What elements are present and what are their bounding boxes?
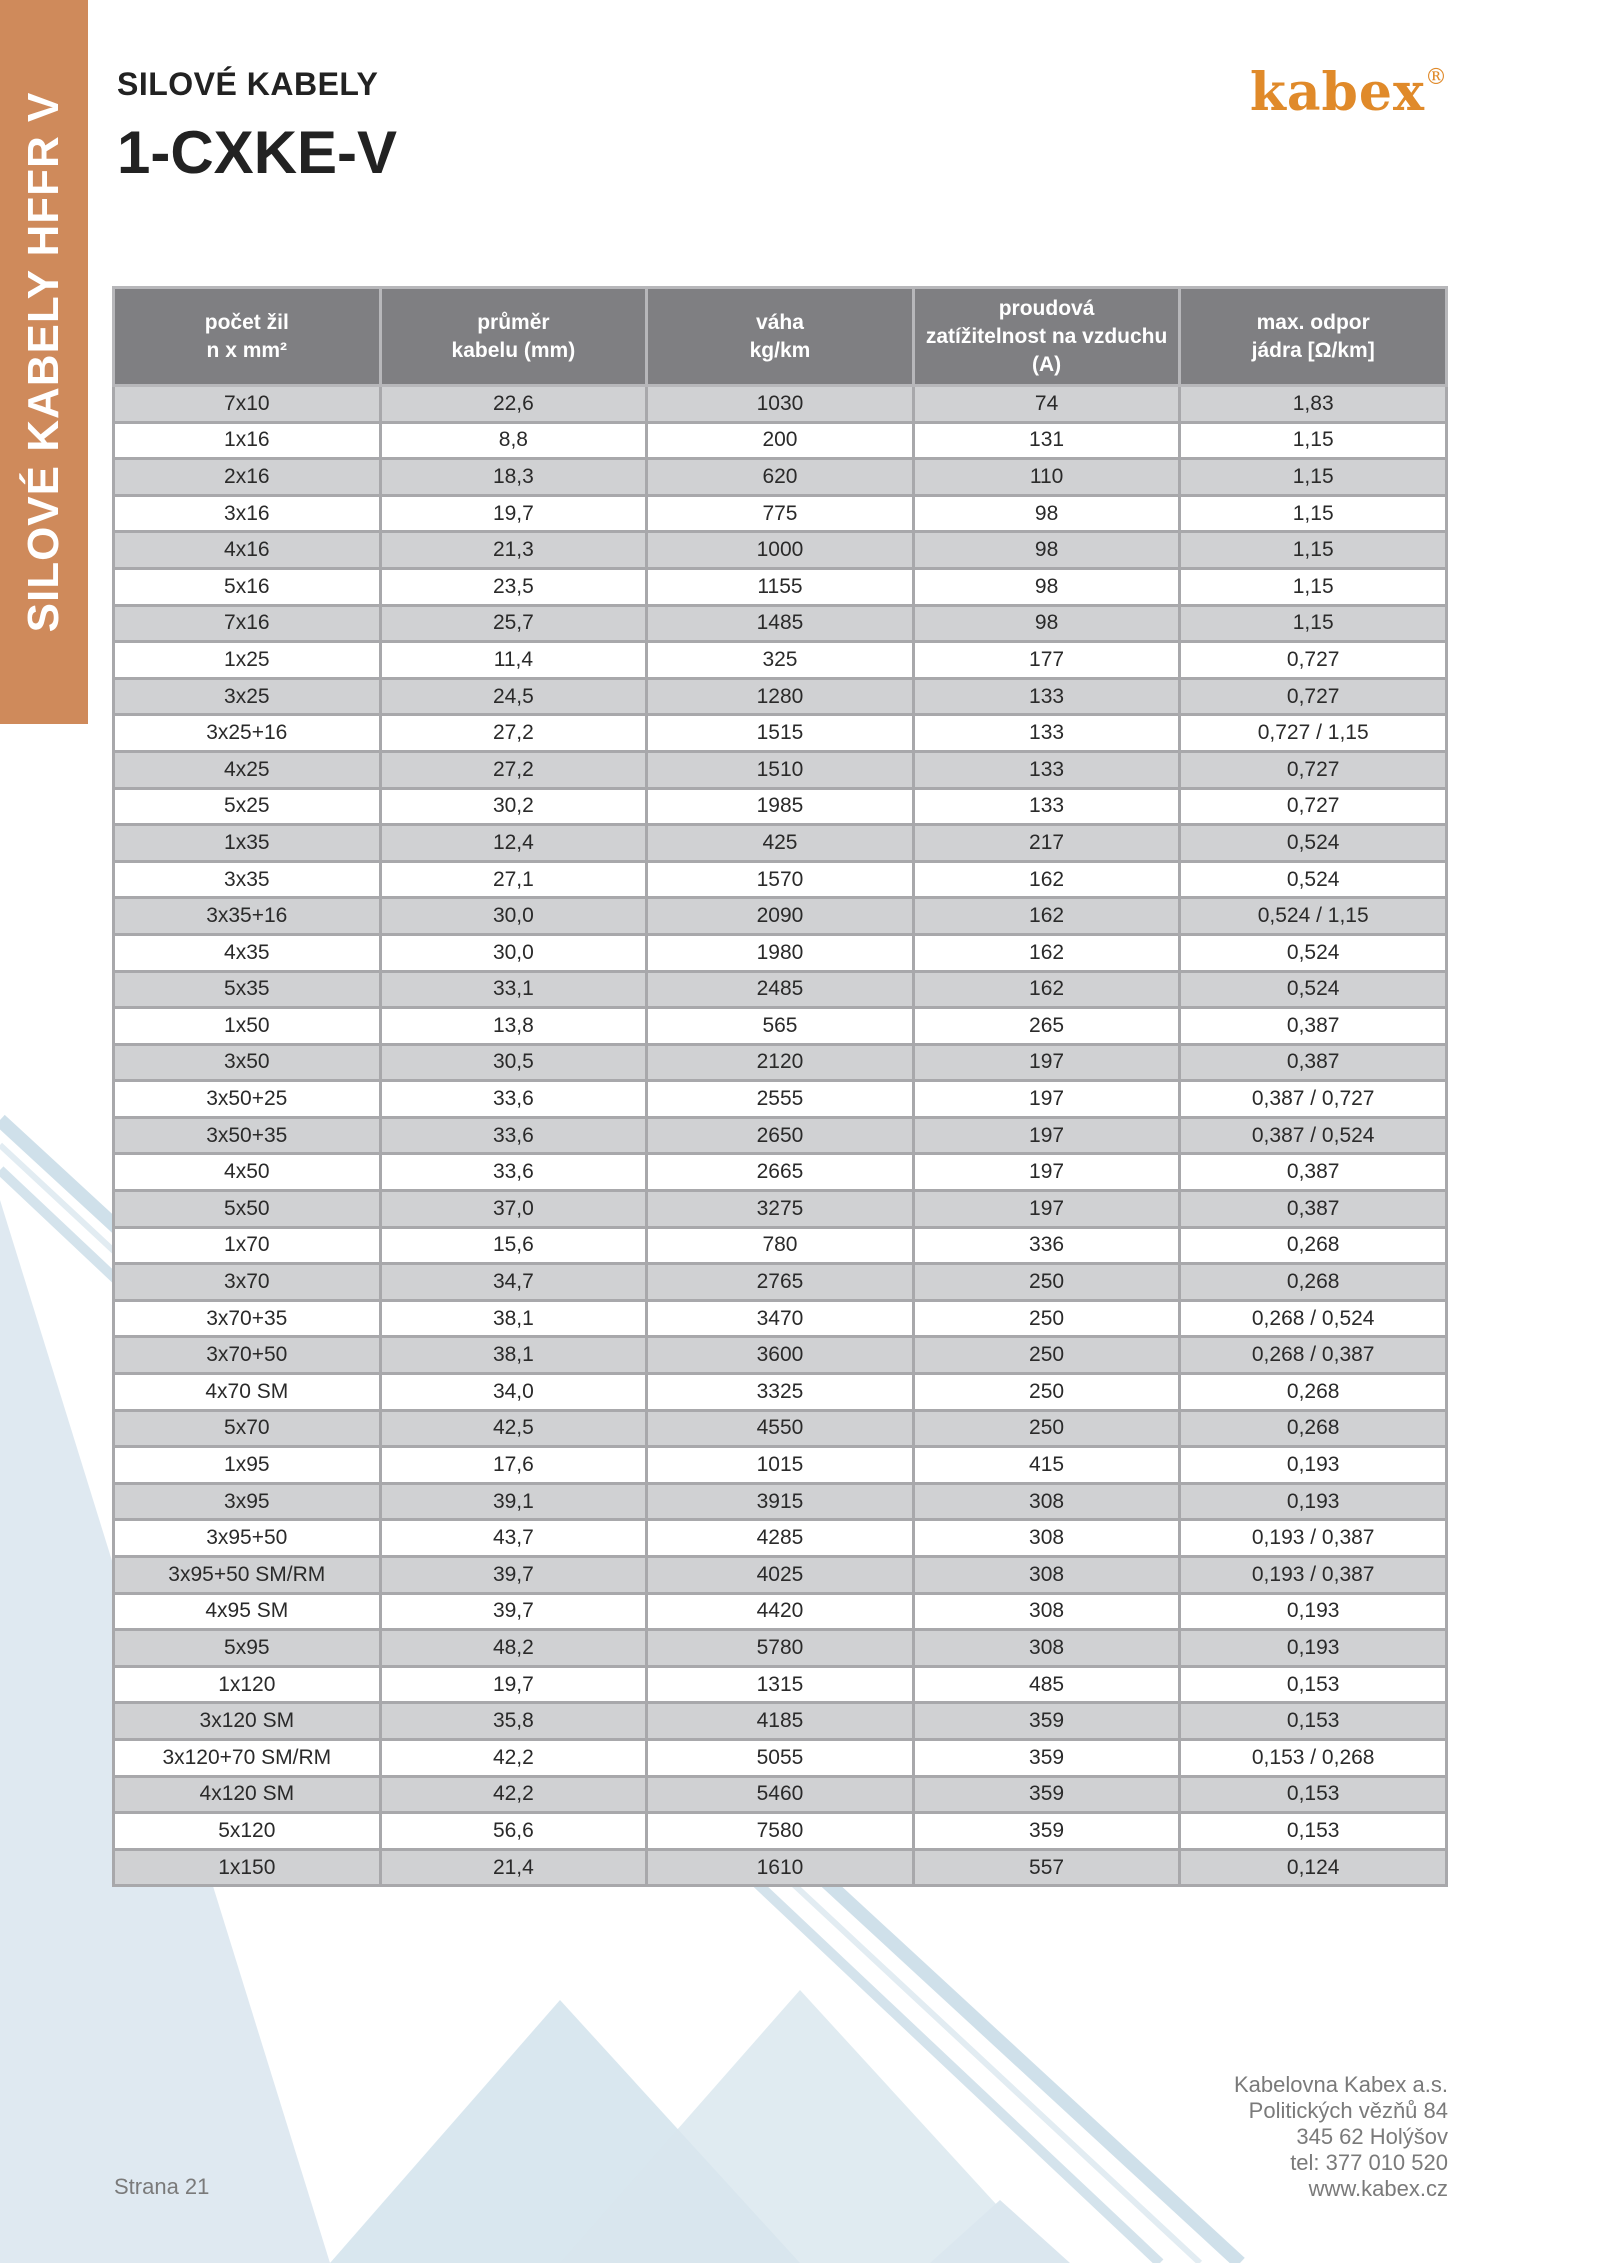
cell-diameter: 34,0 (380, 1374, 647, 1411)
cell-diameter: 33,6 (380, 1117, 647, 1154)
cell-current-capacity: 98 (913, 568, 1180, 605)
cell-current-capacity: 162 (913, 934, 1180, 971)
cell-max-resistance: 0,193 (1180, 1483, 1447, 1520)
table-row (114, 1154, 1447, 1191)
cell-conductors: 3x70+35 (114, 1300, 381, 1337)
cell-conductors: 2x16 (114, 459, 381, 496)
cell-current-capacity: 197 (913, 1081, 1180, 1118)
cell-current-capacity: 336 (913, 1227, 1180, 1264)
cell-current-capacity: 133 (913, 678, 1180, 715)
logo-text: kabex (1249, 62, 1425, 123)
table-row (114, 1483, 1447, 1520)
cell-weight: 1000 (647, 532, 914, 569)
cell-conductors: 3x35+16 (114, 898, 381, 935)
header-line: (A) (1032, 352, 1062, 376)
cell-diameter: 15,6 (380, 1227, 647, 1264)
cell-current-capacity: 197 (913, 1154, 1180, 1191)
cell-weight: 1510 (647, 751, 914, 788)
cell-diameter: 39,1 (380, 1483, 647, 1520)
cell-current-capacity: 250 (913, 1374, 1180, 1411)
page-title: 1-CXKE-V (117, 119, 398, 186)
cell-diameter: 39,7 (380, 1557, 647, 1594)
cell-weight: 3470 (647, 1300, 914, 1337)
cell-current-capacity: 308 (913, 1483, 1180, 1520)
cell-max-resistance: 0,727 / 1,15 (1180, 715, 1447, 752)
cable-spec-table (112, 286, 1448, 1887)
cell-conductors: 3x35 (114, 861, 381, 898)
cell-max-resistance: 0,153 (1180, 1813, 1447, 1850)
cell-diameter: 19,7 (380, 1666, 647, 1703)
cell-conductors: 4x16 (114, 532, 381, 569)
cell-diameter: 8,8 (380, 422, 647, 459)
cell-current-capacity: 359 (913, 1703, 1180, 1740)
cell-conductors: 3x95+50 (114, 1520, 381, 1557)
cell-diameter: 30,0 (380, 898, 647, 935)
table-row (114, 1264, 1447, 1301)
cell-weight: 5460 (647, 1776, 914, 1813)
table-row (114, 1666, 1447, 1703)
company-street: Politických vězňů 84 (1248, 2098, 1448, 2123)
cell-diameter: 56,6 (380, 1813, 647, 1850)
cell-max-resistance: 0,387 (1180, 1154, 1447, 1191)
table-row (114, 678, 1447, 715)
cell-current-capacity: 250 (913, 1300, 1180, 1337)
cell-diameter: 43,7 (380, 1520, 647, 1557)
cell-diameter: 30,0 (380, 934, 647, 971)
company-city: 345 62 Holýšov (1296, 2124, 1448, 2149)
cell-max-resistance: 0,387 (1180, 1008, 1447, 1045)
table-row (114, 1520, 1447, 1557)
cell-max-resistance: 0,524 / 1,15 (1180, 898, 1447, 935)
cell-max-resistance: 0,268 (1180, 1410, 1447, 1447)
cell-diameter: 19,7 (380, 495, 647, 532)
cell-weight: 2485 (647, 971, 914, 1008)
cell-diameter: 33,6 (380, 1154, 647, 1191)
cell-current-capacity: 265 (913, 1008, 1180, 1045)
company-address (1234, 2072, 1448, 2202)
cell-weight: 1315 (647, 1666, 914, 1703)
cell-current-capacity: 133 (913, 715, 1180, 752)
table-row (114, 568, 1447, 605)
header-line: zatížitelnost na vzduchu (925, 324, 1168, 348)
cell-max-resistance: 0,524 (1180, 934, 1447, 971)
cell-max-resistance: 0,268 / 0,387 (1180, 1337, 1447, 1374)
cell-diameter: 24,5 (380, 678, 647, 715)
cell-conductors: 1x16 (114, 422, 381, 459)
company-phone: tel: 377 010 520 (1290, 2150, 1448, 2175)
cell-conductors: 3x95+50 SM/RM (114, 1557, 381, 1594)
cell-diameter: 42,2 (380, 1776, 647, 1813)
cell-max-resistance: 1,15 (1180, 495, 1447, 532)
table-row (114, 1300, 1447, 1337)
cell-diameter: 25,7 (380, 605, 647, 642)
header-line: váha (756, 310, 804, 334)
cell-max-resistance: 0,727 (1180, 642, 1447, 679)
header-diameter (380, 288, 647, 386)
cell-current-capacity: 133 (913, 788, 1180, 825)
cell-diameter: 13,8 (380, 1008, 647, 1045)
cell-max-resistance: 0,524 (1180, 861, 1447, 898)
header-line: kabelu (mm) (451, 338, 576, 362)
cell-diameter: 30,2 (380, 788, 647, 825)
cell-diameter: 42,2 (380, 1739, 647, 1776)
table-row (114, 1227, 1447, 1264)
cell-diameter: 48,2 (380, 1630, 647, 1667)
side-section-tab (0, 0, 88, 724)
cell-max-resistance: 0,193 / 0,387 (1180, 1520, 1447, 1557)
table-row (114, 642, 1447, 679)
table-row (114, 1703, 1447, 1740)
cell-diameter: 27,1 (380, 861, 647, 898)
cell-conductors: 3x16 (114, 495, 381, 532)
table-row (114, 861, 1447, 898)
table-row (114, 459, 1447, 496)
cell-conductors: 3x25 (114, 678, 381, 715)
cell-weight: 3915 (647, 1483, 914, 1520)
cell-current-capacity: 359 (913, 1776, 1180, 1813)
cell-conductors: 1x35 (114, 825, 381, 862)
cell-max-resistance: 0,193 / 0,387 (1180, 1557, 1447, 1594)
cell-weight: 4285 (647, 1520, 914, 1557)
cell-current-capacity: 308 (913, 1557, 1180, 1594)
cell-conductors: 1x95 (114, 1447, 381, 1484)
cell-weight: 4025 (647, 1557, 914, 1594)
header-line: n x mm² (206, 338, 288, 362)
cell-weight: 1280 (647, 678, 914, 715)
side-tab-label: SILOVÉ KABELY HFFR V (19, 91, 68, 633)
cell-conductors: 3x120+70 SM/RM (114, 1739, 381, 1776)
table-row (114, 1191, 1447, 1228)
cell-weight: 5055 (647, 1739, 914, 1776)
cell-max-resistance: 1,15 (1180, 422, 1447, 459)
cell-diameter: 30,5 (380, 1044, 647, 1081)
cell-current-capacity: 250 (913, 1337, 1180, 1374)
cell-weight: 1980 (647, 934, 914, 971)
cell-current-capacity: 162 (913, 861, 1180, 898)
cell-conductors: 3x50+25 (114, 1081, 381, 1118)
cell-weight: 1610 (647, 1849, 914, 1886)
cell-conductors: 4x70 SM (114, 1374, 381, 1411)
cell-weight: 2765 (647, 1264, 914, 1301)
cell-conductors: 5x35 (114, 971, 381, 1008)
cell-conductors: 3x70+50 (114, 1337, 381, 1374)
table-row (114, 751, 1447, 788)
cell-weight: 1570 (647, 861, 914, 898)
cell-weight: 200 (647, 422, 914, 459)
cell-conductors: 4x25 (114, 751, 381, 788)
header-line: proudová (998, 296, 1095, 320)
cell-max-resistance: 0,524 (1180, 825, 1447, 862)
cell-weight: 2120 (647, 1044, 914, 1081)
table-row (114, 1117, 1447, 1154)
cell-max-resistance: 0,193 (1180, 1593, 1447, 1630)
cell-weight: 2090 (647, 898, 914, 935)
cell-current-capacity: 98 (913, 532, 1180, 569)
cell-current-capacity: 74 (913, 386, 1180, 423)
cell-conductors: 1x25 (114, 642, 381, 679)
cell-weight: 4185 (647, 1703, 914, 1740)
cell-diameter: 23,5 (380, 568, 647, 605)
header-line: max. odpor (1256, 310, 1370, 334)
cell-weight: 775 (647, 495, 914, 532)
table-row (114, 1776, 1447, 1813)
cell-conductors: 5x16 (114, 568, 381, 605)
cell-current-capacity: 197 (913, 1191, 1180, 1228)
cell-max-resistance: 0,124 (1180, 1849, 1447, 1886)
cell-max-resistance: 0,727 (1180, 751, 1447, 788)
table-row (114, 1593, 1447, 1630)
cell-diameter: 11,4 (380, 642, 647, 679)
cell-conductors: 4x95 SM (114, 1593, 381, 1630)
cell-conductors: 3x95 (114, 1483, 381, 1520)
cell-max-resistance: 0,387 / 0,524 (1180, 1117, 1447, 1154)
cell-max-resistance: 0,268 / 0,524 (1180, 1300, 1447, 1337)
cell-diameter: 21,4 (380, 1849, 647, 1886)
cell-conductors: 3x50 (114, 1044, 381, 1081)
cell-weight: 425 (647, 825, 914, 862)
header-conductors (114, 288, 381, 386)
cell-weight: 3325 (647, 1374, 914, 1411)
cell-conductors: 7x16 (114, 605, 381, 642)
cell-diameter: 27,2 (380, 751, 647, 788)
cell-max-resistance: 0,268 (1180, 1264, 1447, 1301)
cell-diameter: 17,6 (380, 1447, 647, 1484)
table-row (114, 898, 1447, 935)
cell-weight: 3275 (647, 1191, 914, 1228)
cell-current-capacity: 110 (913, 459, 1180, 496)
cell-max-resistance: 0,153 (1180, 1703, 1447, 1740)
cell-max-resistance: 1,15 (1180, 568, 1447, 605)
page-kicker: SILOVÉ KABELY (117, 66, 379, 102)
cell-conductors: 1x50 (114, 1008, 381, 1045)
table-row (114, 1849, 1447, 1886)
cell-current-capacity: 308 (913, 1593, 1180, 1630)
cell-conductors: 3x120 SM (114, 1703, 381, 1740)
cell-conductors: 1x150 (114, 1849, 381, 1886)
cell-current-capacity: 98 (913, 605, 1180, 642)
cell-diameter: 38,1 (380, 1337, 647, 1374)
cell-diameter: 35,8 (380, 1703, 647, 1740)
cell-weight: 1015 (647, 1447, 914, 1484)
company-name: Kabelovna Kabex a.s. (1233, 2072, 1448, 2097)
table-row (114, 1008, 1447, 1045)
cell-weight: 1985 (647, 788, 914, 825)
cell-weight: 4420 (647, 1593, 914, 1630)
table-row (114, 1739, 1447, 1776)
table-row (114, 1374, 1447, 1411)
table-row (114, 605, 1447, 642)
cell-weight: 3600 (647, 1337, 914, 1374)
cell-max-resistance: 0,153 / 0,268 (1180, 1739, 1447, 1776)
cell-max-resistance: 1,15 (1180, 605, 1447, 642)
header-line: kg/km (749, 338, 811, 362)
cell-current-capacity: 197 (913, 1117, 1180, 1154)
cell-current-capacity: 131 (913, 422, 1180, 459)
table-body (114, 386, 1447, 1886)
cell-max-resistance: 0,268 (1180, 1374, 1447, 1411)
table-row (114, 1630, 1447, 1667)
table-row (114, 1813, 1447, 1850)
cell-weight: 2665 (647, 1154, 914, 1191)
cell-diameter: 37,0 (380, 1191, 647, 1228)
table-row (114, 1081, 1447, 1118)
cell-current-capacity: 250 (913, 1410, 1180, 1447)
cell-max-resistance: 0,524 (1180, 971, 1447, 1008)
cell-diameter: 42,5 (380, 1410, 647, 1447)
kabex-logo (1250, 62, 1448, 123)
cell-current-capacity: 359 (913, 1739, 1180, 1776)
cell-weight: 565 (647, 1008, 914, 1045)
header-weight (647, 288, 914, 386)
cell-max-resistance: 0,727 (1180, 788, 1447, 825)
table-row (114, 825, 1447, 862)
cell-current-capacity: 250 (913, 1264, 1180, 1301)
cell-conductors: 3x70 (114, 1264, 381, 1301)
cell-current-capacity: 359 (913, 1813, 1180, 1850)
cell-conductors: 4x50 (114, 1154, 381, 1191)
cell-current-capacity: 308 (913, 1630, 1180, 1667)
table-row (114, 1557, 1447, 1594)
logo-registered-mark: ® (1425, 64, 1448, 90)
cell-current-capacity: 197 (913, 1044, 1180, 1081)
company-website: www.kabex.cz (1308, 2176, 1448, 2201)
cell-max-resistance: 0,387 (1180, 1191, 1447, 1228)
cell-conductors: 3x50+35 (114, 1117, 381, 1154)
cell-weight: 1155 (647, 568, 914, 605)
cell-weight: 325 (647, 642, 914, 679)
table-header-row (114, 288, 1447, 386)
cell-weight: 620 (647, 459, 914, 496)
cell-max-resistance: 0,387 (1180, 1044, 1447, 1081)
table-row (114, 495, 1447, 532)
cell-diameter: 22,6 (380, 386, 647, 423)
header-max-resistance (1180, 288, 1447, 386)
cell-conductors: 5x70 (114, 1410, 381, 1447)
header-line: počet žil (204, 310, 289, 334)
cell-weight: 7580 (647, 1813, 914, 1850)
cell-current-capacity: 217 (913, 825, 1180, 862)
table-row (114, 422, 1447, 459)
cell-conductors: 5x95 (114, 1630, 381, 1667)
table-row (114, 788, 1447, 825)
header-current-capacity (913, 288, 1180, 386)
table-row (114, 971, 1447, 1008)
cell-conductors: 5x120 (114, 1813, 381, 1850)
cell-weight: 5780 (647, 1630, 914, 1667)
cell-conductors: 7x10 (114, 386, 381, 423)
cell-current-capacity: 308 (913, 1520, 1180, 1557)
cell-max-resistance: 1,15 (1180, 532, 1447, 569)
cell-diameter: 38,1 (380, 1300, 647, 1337)
cell-current-capacity: 557 (913, 1849, 1180, 1886)
cell-diameter: 33,1 (380, 971, 647, 1008)
cell-diameter: 21,3 (380, 532, 647, 569)
cell-weight: 1030 (647, 386, 914, 423)
table-row (114, 934, 1447, 971)
cell-conductors: 4x35 (114, 934, 381, 971)
cell-max-resistance: 0,727 (1180, 678, 1447, 715)
cell-max-resistance: 0,153 (1180, 1776, 1447, 1813)
cell-max-resistance: 0,193 (1180, 1447, 1447, 1484)
cell-diameter: 18,3 (380, 459, 647, 496)
page-number: Strana 21 (114, 2174, 210, 2199)
cell-current-capacity: 133 (913, 751, 1180, 788)
cell-max-resistance: 0,387 / 0,727 (1180, 1081, 1447, 1118)
table-row (114, 715, 1447, 752)
cell-current-capacity: 162 (913, 898, 1180, 935)
cell-conductors: 5x25 (114, 788, 381, 825)
cell-conductors: 3x25+16 (114, 715, 381, 752)
cell-weight: 4550 (647, 1410, 914, 1447)
cell-max-resistance: 1,15 (1180, 459, 1447, 496)
cell-diameter: 39,7 (380, 1593, 647, 1630)
cell-current-capacity: 485 (913, 1666, 1180, 1703)
cell-weight: 1515 (647, 715, 914, 752)
cell-diameter: 27,2 (380, 715, 647, 752)
cell-weight: 1485 (647, 605, 914, 642)
cell-weight: 2555 (647, 1081, 914, 1118)
cell-current-capacity: 162 (913, 971, 1180, 1008)
cell-max-resistance: 0,153 (1180, 1666, 1447, 1703)
table-row (114, 386, 1447, 423)
table-row (114, 532, 1447, 569)
cell-diameter: 34,7 (380, 1264, 647, 1301)
cell-max-resistance: 0,193 (1180, 1630, 1447, 1667)
cell-conductors: 5x50 (114, 1191, 381, 1228)
cell-diameter: 33,6 (380, 1081, 647, 1118)
cell-diameter: 12,4 (380, 825, 647, 862)
cell-conductors: 1x120 (114, 1666, 381, 1703)
cell-weight: 780 (647, 1227, 914, 1264)
table-row (114, 1044, 1447, 1081)
cell-weight: 2650 (647, 1117, 914, 1154)
cell-conductors: 4x120 SM (114, 1776, 381, 1813)
cell-conductors: 1x70 (114, 1227, 381, 1264)
table-row (114, 1410, 1447, 1447)
cell-current-capacity: 98 (913, 495, 1180, 532)
cell-max-resistance: 1,83 (1180, 386, 1447, 423)
table-row (114, 1337, 1447, 1374)
header-line: jádra [Ω/km] (1251, 338, 1375, 362)
table-row (114, 1447, 1447, 1484)
header-line: průměr (477, 310, 550, 334)
cell-current-capacity: 415 (913, 1447, 1180, 1484)
cell-current-capacity: 177 (913, 642, 1180, 679)
cell-max-resistance: 0,268 (1180, 1227, 1447, 1264)
